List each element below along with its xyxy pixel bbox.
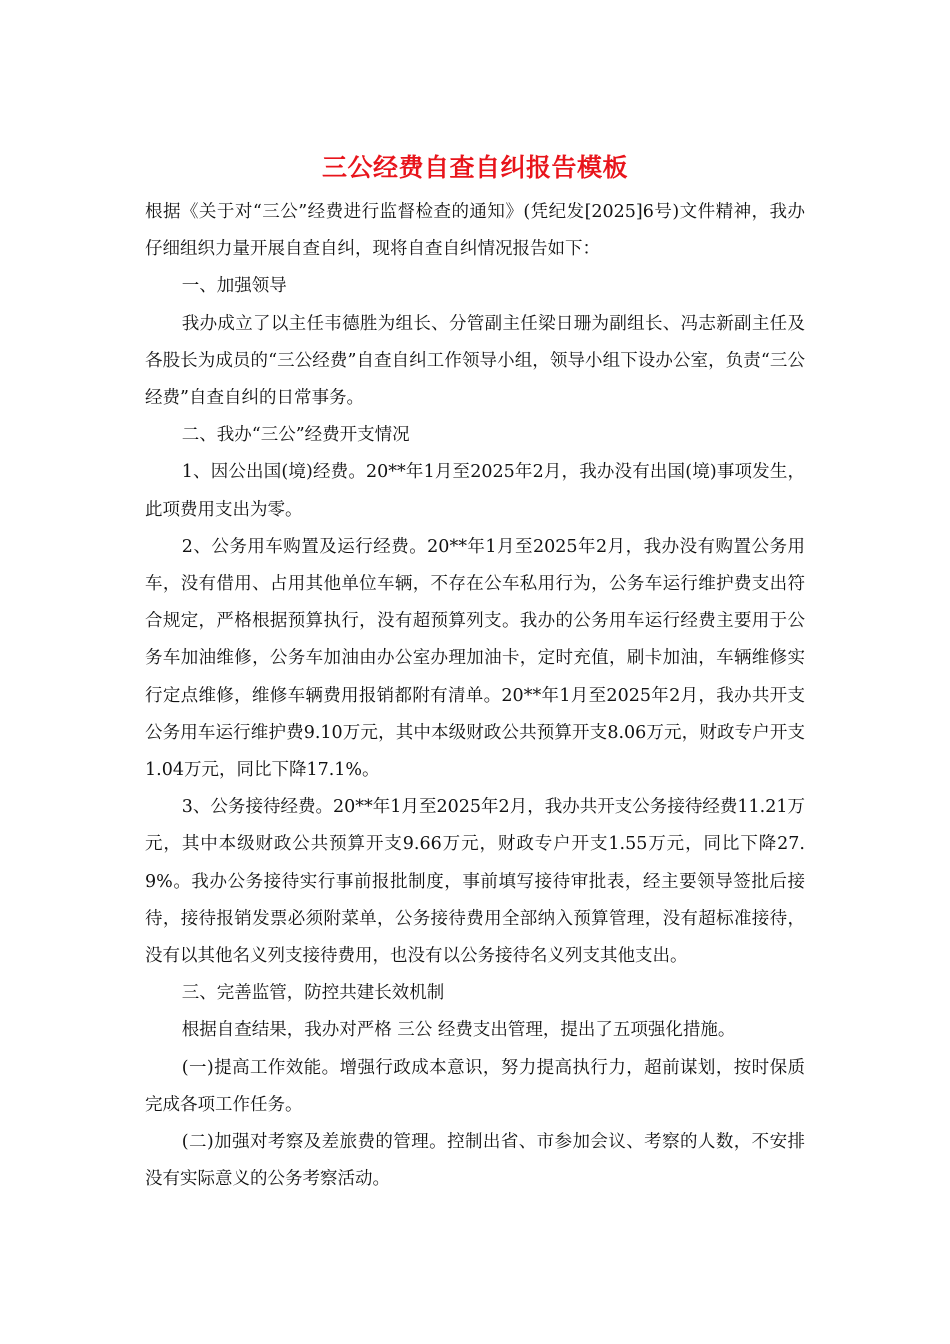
section-heading-2: 二、我办“三公”经费开支情况 — [181, 425, 410, 446]
document-title: 三公经费自查自纠报告模板 — [321, 153, 628, 182]
section-heading-3: 三、完善监管，防控共建长效机制 — [181, 983, 445, 1004]
paragraph: 2、公务用车购置及运行经费。20**年1月至2025年2月，我办没有购置公务用车，没有借用、占用其他单位车辆，不存在公车私用行为，公务车运行维护费支出符合规定，严格根据预算执行，没有超预算列支。我办的公务用车运行经费主要用于公务车加油维修，公务车加油由办公室办理加油卡，定时充值，刷卡加油，车辆维修实行定点维修，维修车辆费用报销都附有清单。20**年1月至2025年2月，我办共开支公务用车运行维护费9.10万元，其中本级财政公共预算开支8.06万元，财政专户开支1.04万元，同比下降17.1%。 — [145, 536, 805, 781]
paragraph-intro: 根据《关于对“三公”经费进行监督检查的通知》(凭纪发[2025]6号)文件精神，我办仔细组织力量开展自查自纠，现将自查自纠情况报告如下： — [145, 202, 805, 260]
paragraph: 我办成立了以主任韦德胜为组长、分管副主任梁日珊为副组长、冯志新副主任及各股长为成员的“三公经费”自查自纠工作领导小组，领导小组下设办公室，负责“三公经费”自查自纠的日常事务。 — [145, 313, 805, 409]
paragraph: 根据自查结果，我办对严格 三公 经费支出管理，提出了五项强化措施。 — [181, 1020, 736, 1041]
paragraph: 3、公务接待经费。20**年1月至2025年2月，我办共开支公务接待经费11.21万元，其中本级财政公共预算开支9.66万元，财政专户开支1.55万元，同比下降27.9%。我办公务接待实行事前报批制度，事前填写接待审批表，经主要领导签批后接待，接待报销发票必须附菜单，公务接待费用全部纳入预算管理，没有超标准接待，没有以其他名义列支接待费用，也没有以公务接待名义列支其他支出。 — [145, 797, 805, 967]
document-body — [145, 194, 805, 1198]
section-heading-1: 一、加强领导 — [181, 276, 287, 297]
paragraph: 1、因公出国(境)经费。20**年1月至2025年2月，我办没有出国(境)事项发生，此项费用支出为零。 — [145, 462, 805, 520]
paragraph: (一)提高工作效能。增强行政成本意识，努力提高执行力，超前谋划，按时保质完成各项工作任务。 — [145, 1057, 805, 1115]
paragraph: (二)加强对考察及差旅费的管理。控制出省、市参加会议、考察的人数，不安排没有实际意义的公务考察活动。 — [145, 1132, 805, 1190]
